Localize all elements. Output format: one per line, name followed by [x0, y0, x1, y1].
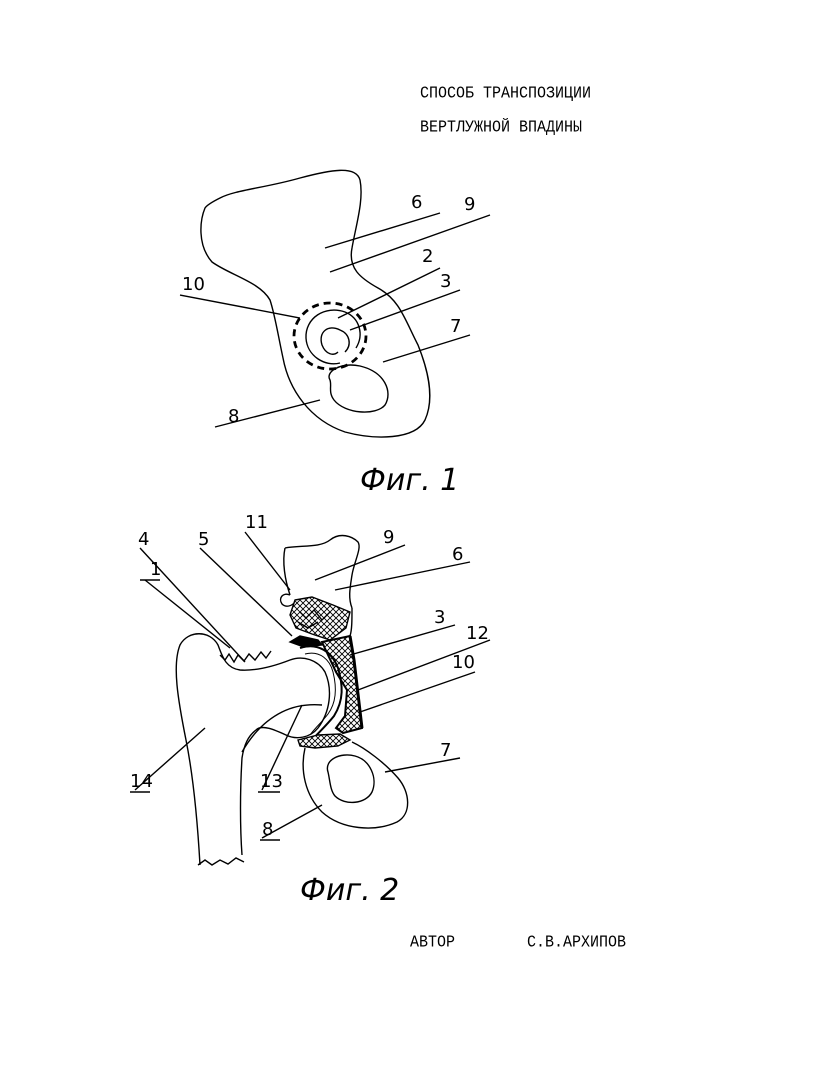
- title-line-1: СПОСОБ ТРАНСПОЗИЦИИ: [420, 84, 592, 104]
- fig1-pelvis-outline: [201, 170, 430, 437]
- fig1-caption: Фиг. 1: [360, 463, 460, 498]
- fig2-leader-9: [315, 545, 405, 580]
- fig1-acetabulum-s-curve: [321, 328, 349, 354]
- author-label: АВТОР: [410, 933, 456, 953]
- fig2-label-10: 10: [452, 652, 475, 673]
- fig2-label-9: 9: [383, 527, 395, 548]
- fig1-leader-6: [325, 213, 440, 248]
- fig1-leader-7: [383, 335, 470, 362]
- fig1-label-3: 3: [440, 271, 452, 292]
- fig2-label-8: 8: [262, 819, 274, 840]
- fig2-label-3: 3: [434, 607, 446, 628]
- figure-1-pelvis: [180, 170, 490, 437]
- fig1-obturator-foramen: [329, 365, 388, 412]
- fig1-label-2: 2: [422, 246, 434, 267]
- fig2-pelvis-upper-fragment: [284, 536, 359, 608]
- fig2-leader-10: [360, 672, 475, 712]
- fig1-leader-10: [180, 295, 300, 318]
- fig1-label-8: 8: [228, 406, 240, 427]
- fig2-label-7: 7: [440, 740, 452, 761]
- fig2-label-5: 5: [198, 529, 210, 550]
- author-name: С.В.АРХИПОВ: [527, 933, 627, 953]
- fig2-label-1: 1: [150, 559, 162, 580]
- fig2-femur-base: [198, 858, 244, 865]
- fig2-femur-outline: [176, 634, 329, 865]
- fig1-leader-3: [350, 290, 460, 330]
- fig2-obturator-foramen: [327, 755, 374, 802]
- title-line-2: ВЕРТЛУЖНОЙ ВПАДИНЫ: [420, 118, 583, 138]
- fig2-ischium-outline: [303, 742, 407, 828]
- fig2-label-4: 4: [138, 529, 150, 550]
- fig1-leader-2: [338, 268, 440, 318]
- fig1-label-6: 6: [411, 192, 423, 213]
- fig1-label-10: 10: [182, 274, 205, 295]
- fig2-black-wedge: [290, 636, 322, 647]
- fig2-label-13: 13: [260, 771, 283, 792]
- fig2-label-14: 14: [130, 771, 153, 792]
- fig2-trochanter-rough: [220, 651, 271, 662]
- fig1-acetabulum-ring: [306, 310, 360, 364]
- fig1-label-7: 7: [450, 316, 462, 337]
- fig2-label-11: 11: [245, 512, 268, 533]
- fig2-label-6: 6: [452, 544, 464, 565]
- fig2-leader-1: [145, 580, 230, 648]
- fig2-leader-6: [335, 562, 470, 590]
- fig2-label-12: 12: [466, 623, 489, 644]
- fig2-leader-5: [200, 548, 292, 636]
- fig1-leader-9: [330, 215, 490, 272]
- fig1-acetabulum-dashed: [294, 303, 366, 369]
- fig2-leader-3: [350, 625, 455, 655]
- figure-2-hip-joint: [130, 532, 490, 865]
- fig2-caption: Фиг. 2: [300, 873, 400, 908]
- fig1-label-9: 9: [464, 194, 476, 215]
